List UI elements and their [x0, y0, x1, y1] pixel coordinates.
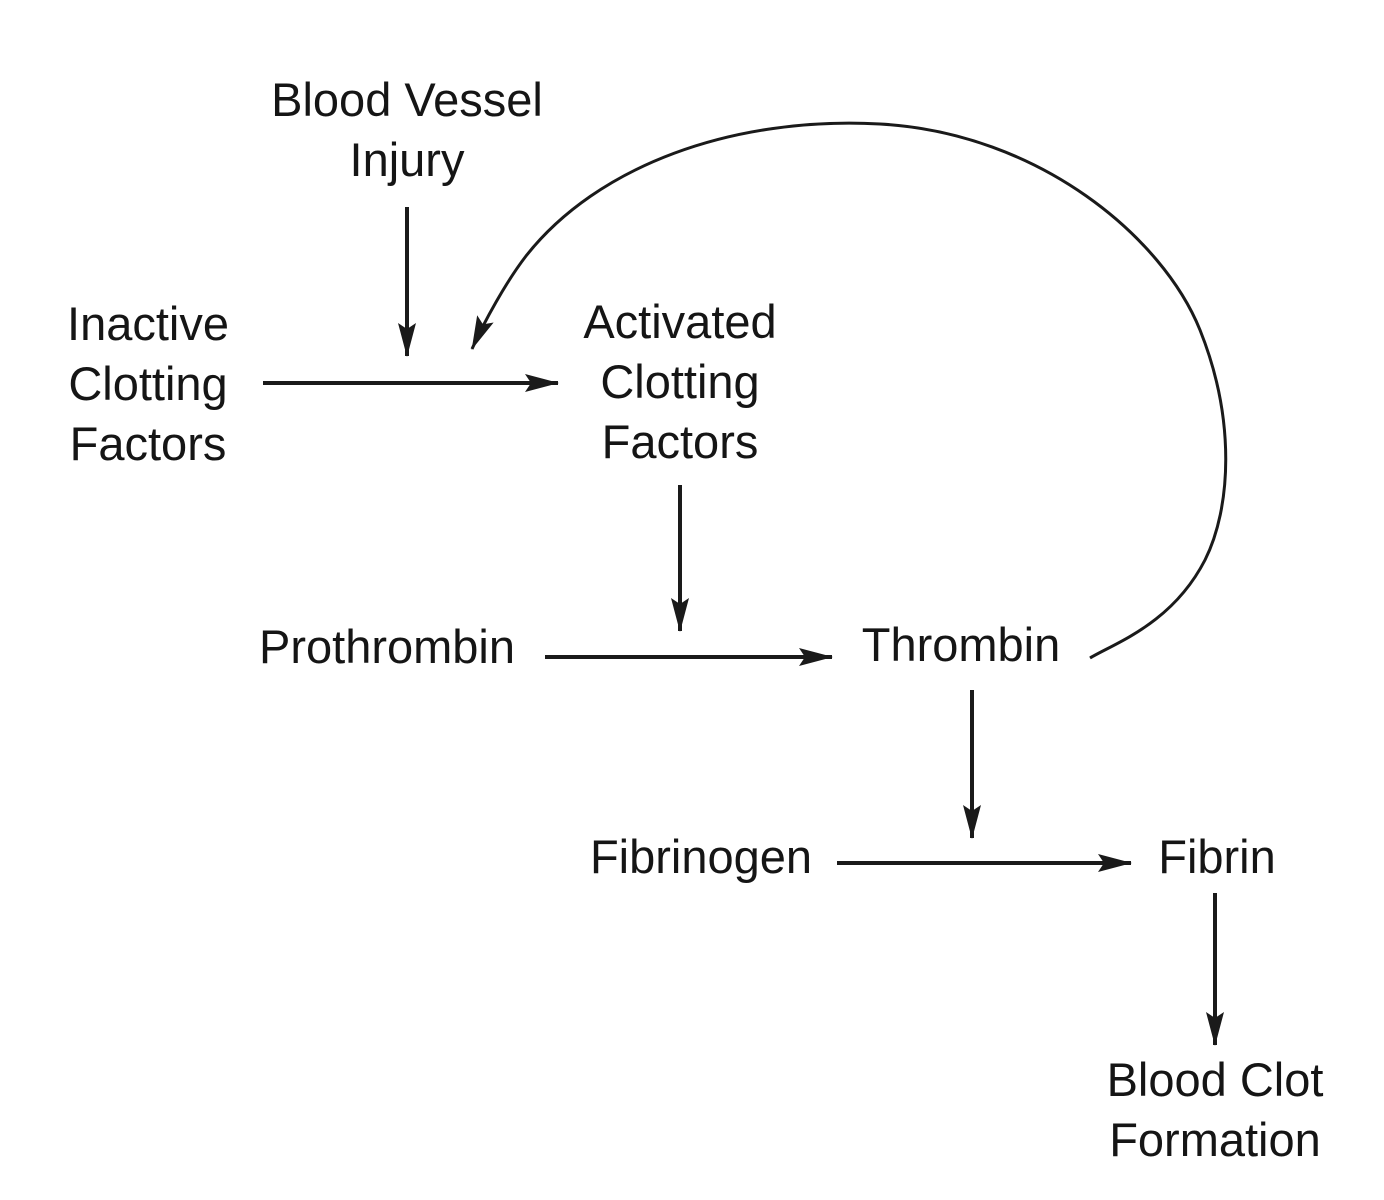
- node-fibrinogen: Fibrinogen: [589, 830, 813, 883]
- node-inactive-line1: Inactive: [67, 297, 229, 350]
- node-blood-clot-formation: [1107, 1050, 1324, 1170]
- node-activated-line3: Factors: [601, 415, 759, 468]
- node-fibrin: Fibrin: [1158, 830, 1276, 883]
- node-thrombin: Thrombin: [861, 618, 1061, 671]
- node-activated-line1: Activated: [583, 295, 777, 348]
- node-blood-vessel-injury-line1: Blood Vessel: [271, 73, 543, 126]
- node-activated-line2: Clotting: [600, 355, 760, 408]
- node-blood-vessel-injury: [271, 70, 543, 190]
- node-inactive-line2: Clotting: [68, 357, 228, 410]
- node-blood-clot-formation-line1: Blood Clot: [1106, 1053, 1324, 1106]
- node-inactive-line3: Factors: [69, 417, 227, 470]
- node-blood-clot-formation-line2: Formation: [1109, 1113, 1321, 1166]
- node-prothrombin: Prothrombin: [259, 620, 515, 673]
- node-inactive-clotting-factors: [67, 294, 229, 474]
- node-blood-vessel-injury-line2: Injury: [349, 133, 465, 186]
- node-activated-clotting-factors: [583, 292, 776, 472]
